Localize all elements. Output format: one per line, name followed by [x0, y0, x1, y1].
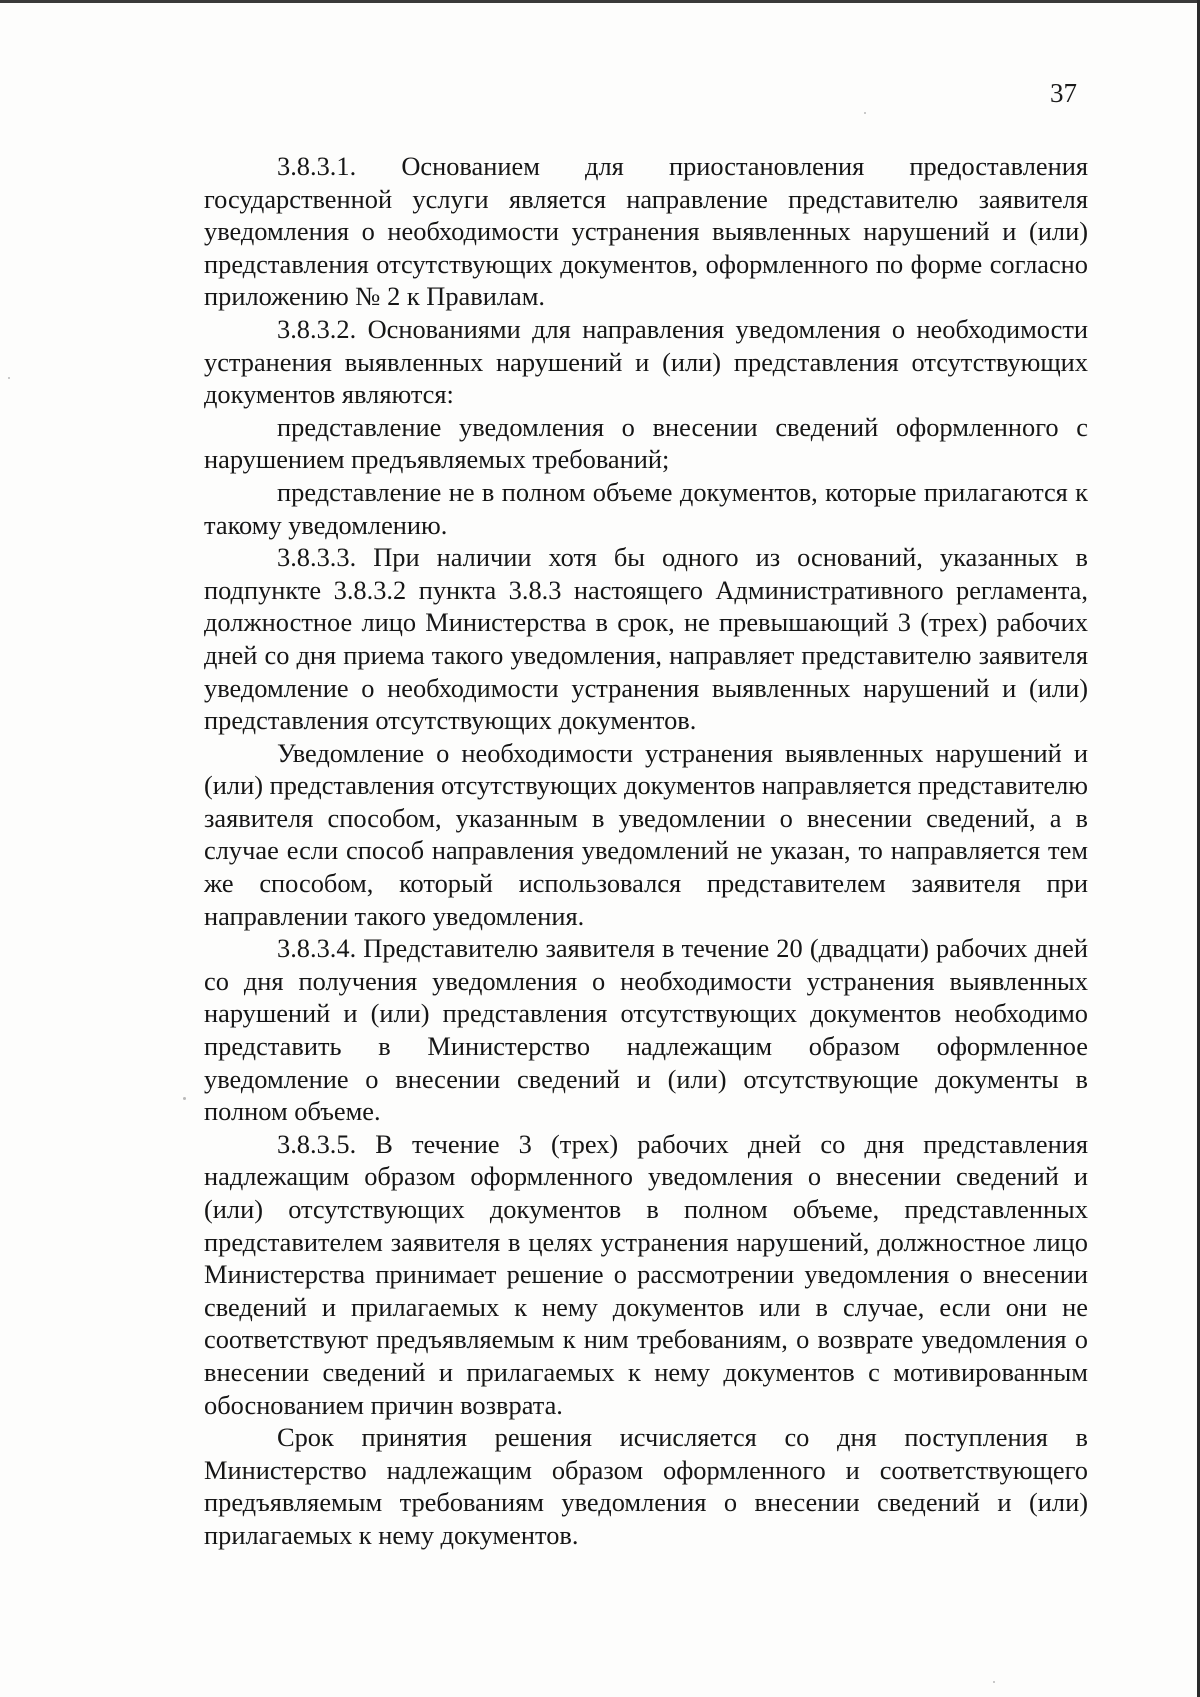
scan-edge-top: [0, 0, 1200, 3]
paragraph-notification-delivery: Уведомление о необходимости устранения выявленных нарушений и (или) представления отсутствующих документов направляется представителю заявителя способом, указанным в уведомлении о внесении сведений, а в случае если способ направления уведомлений не указан, то направляется тем же способом, который использовался представителем заявителя при направлении такого уведомления.: [204, 737, 1088, 931]
scan-speck: [864, 112, 866, 114]
list-item-ground-1: представление уведомления о внесении сведений оформленного с нарушением предъявляемых требований;: [204, 411, 1088, 475]
document-body: [204, 150, 1088, 1552]
scan-speck: [993, 1681, 995, 1683]
paragraph-3-8-3-4: 3.8.3.4. Представителю заявителя в течение 20 (двадцати) рабочих дней со дня получения уведомления о необходимости устранения выявленных нарушений и (или) представления отсутствующих документов необходимо представить в Министерство надлежащим образом оформленное уведомление о внесении сведений и (или) отсутствующие документы в полном объеме.: [204, 933, 1088, 1127]
list-item-ground-2: представление не в полном объеме документов, которые прилагаются к такому уведомлению.: [204, 476, 1088, 540]
paragraph-3-8-3-5: 3.8.3.5. В течение 3 (трех) рабочих дней со дня представления надлежащим образом оформленного уведомления о внесении сведений и (или) отсутствующих документов в полном объеме, представленных представителем заявителя в целях устранения нарушений, должностное лицо Министерства принимает решение о рассмотрении уведомления о внесении сведений и прилагаемых к нему документов или в случае, если они не соответствуют предъявляемым к ним требованиям, о возврате уведомления о внесении сведений и прилагаемых к нему документов с мотивированным обоснованием причин возврата.: [204, 1128, 1088, 1420]
scan-speck: [8, 377, 10, 379]
scan-speck: [183, 1097, 186, 1100]
paragraph-3-8-3-2: 3.8.3.2. Основаниями для направления уведомления о необходимости устранения выявленных нарушений и (или) представления отсутствующих документов являются:: [204, 313, 1088, 410]
paragraph-decision-term: Срок принятия решения исчисляется со дня поступления в Министерство надлежащим образом оформленного и соответствующего предъявляемым требованиям уведомления о внесении сведений и (или) прилагаемых к нему документов.: [204, 1422, 1088, 1550]
page-number: 37: [1050, 78, 1077, 108]
paragraph-3-8-3-3: 3.8.3.3. При наличии хотя бы одного из оснований, указанных в подпункте 3.8.3.2 пункта 3.8.3 настоящего Административного регламента, должностное лицо Министерства в срок, не превышающий 3 (трех) рабочих дней со дня приема такого уведомления, направляет представителю заявителя уведомление о необходимости устранения выявленных нарушений и (или) представления отсутствующих документов.: [204, 542, 1088, 736]
paragraph-3-8-3-1: 3.8.3.1. Основанием для приостановления предоставления государственной услуги является направление представителю заявителя уведомления о необходимости устранения выявленных нарушений и (или) представления отсутствующих документов, оформленного по форме согласно приложению № 2 к Правилам.: [204, 151, 1088, 312]
